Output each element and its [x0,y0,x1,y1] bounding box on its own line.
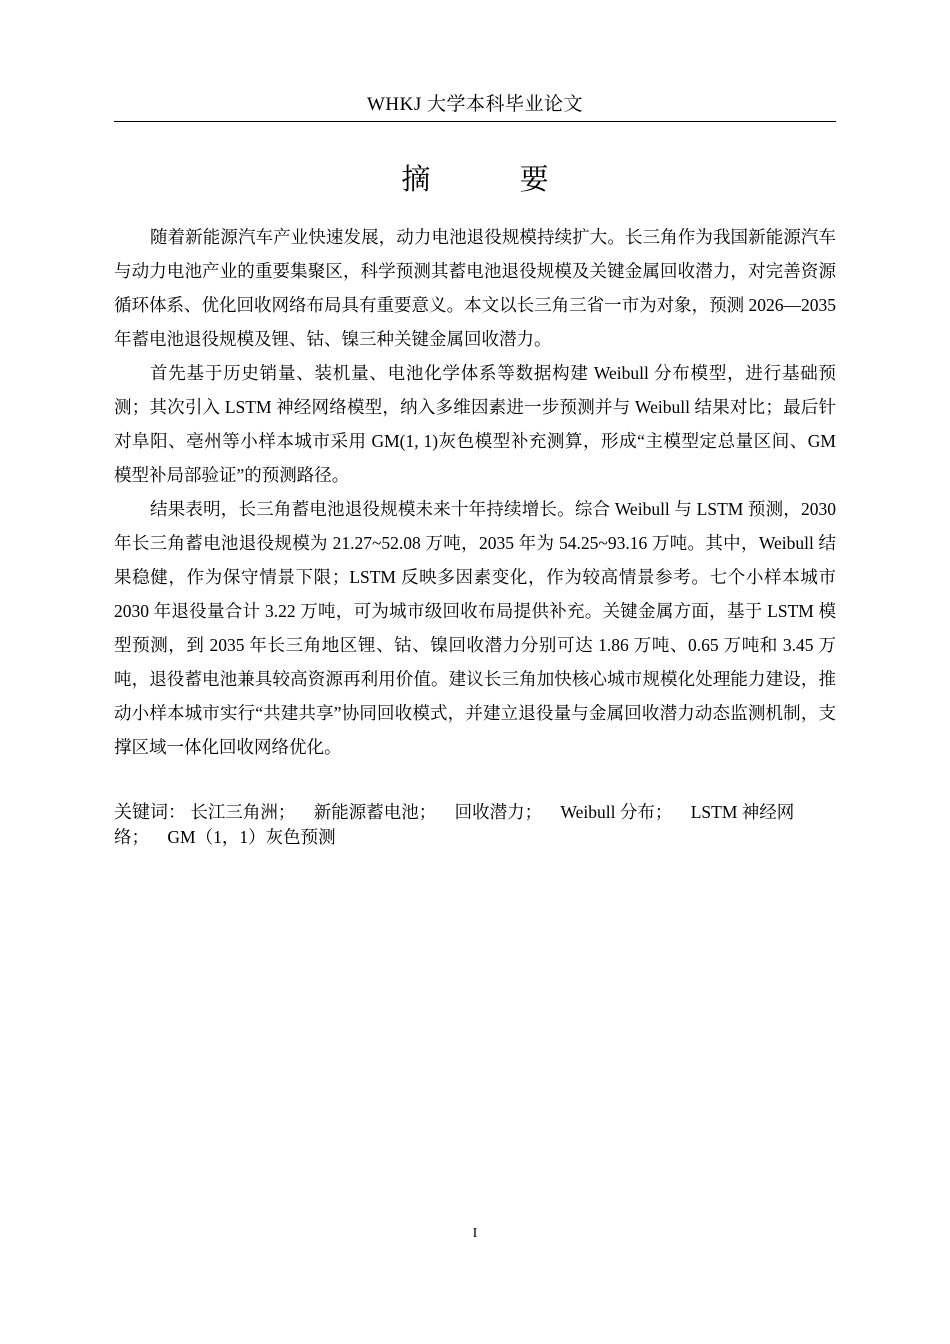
abstract-paragraph: 首先基于历史销量、装机量、电池化学体系等数据构建 Weibull 分布模型，进行基础预测；其次引入 LSTM 神经网络模型，纳入多维因素进一步预测并与 Weibull 结果对比；最后针对阜阳、亳州等小样本城市采用 GM(1, 1)灰色模型补充测算，形成“主模型定总量区间、GM 模型补局部验证”的预测路径。 [114,363,836,485]
abstract-paragraph: 结果表明，长三角蓄电池退役规模未来十年持续增长。综合 Weibull 与 LSTM 预测，2030 年长三角蓄电池退役规模为 21.27~52.08 万吨，2035 年为 54.25~93.16 万吨。其中，Weibull 结果稳健，作为保守情景下限；LSTM 反映多因素变化，作为较高情景参考。七个小样本城市 2030 年退役量合计 3.22 万吨，可为城市级回收布局提供补充。关键金属方面，基于 LSTM 模型预测，到 2035 年长三角地区锂、钴、镍回收潜力分别可达 1.86 万吨、0.65 万吨和 3.45 万吨，退役蓄电池兼具较高资源再利用价值。建议长三角加快核心城市规模化处理能力建设，推动小样本城市实行“共建共享”协同回收模式，并建立退役量与金属回收潜力动态监测机制，支撑区域一体化回收网络优化。 [114,499,836,757]
abstract-paragraph: 随着新能源汽车产业快速发展，动力电池退役规模持续扩大。长三角作为我国新能源汽车与动力电池产业的重要集聚区，科学预测其蓄电池退役规模及关键金属回收潜力，对完善资源循环体系、优化回收网络布局具有重要意义。本文以长三角三省一市为对象，预测 2026—2035 年蓄电池退役规模及锂、钴、镍三种关键金属回收潜力。 [114,227,836,349]
keyword: 新能源蓄电池； [313,802,437,822]
keywords-block [114,800,826,849]
keyword: GM（1，1）灰色预测 [167,827,336,847]
keywords-label: 关键词： [114,802,186,823]
keyword: Weibull 分布； [560,802,673,822]
keyword: 回收潜力； [454,802,543,822]
header-divider [114,121,836,122]
page-number: I [472,1226,478,1241]
keyword: LSTM 神经网络； [114,802,795,847]
abstract-body [114,220,836,764]
keyword: 长江三角洲； [190,802,296,822]
abstract-heading: 摘 要 [401,162,589,196]
running-header: WHKJ 大学本科毕业论文 [366,94,584,115]
